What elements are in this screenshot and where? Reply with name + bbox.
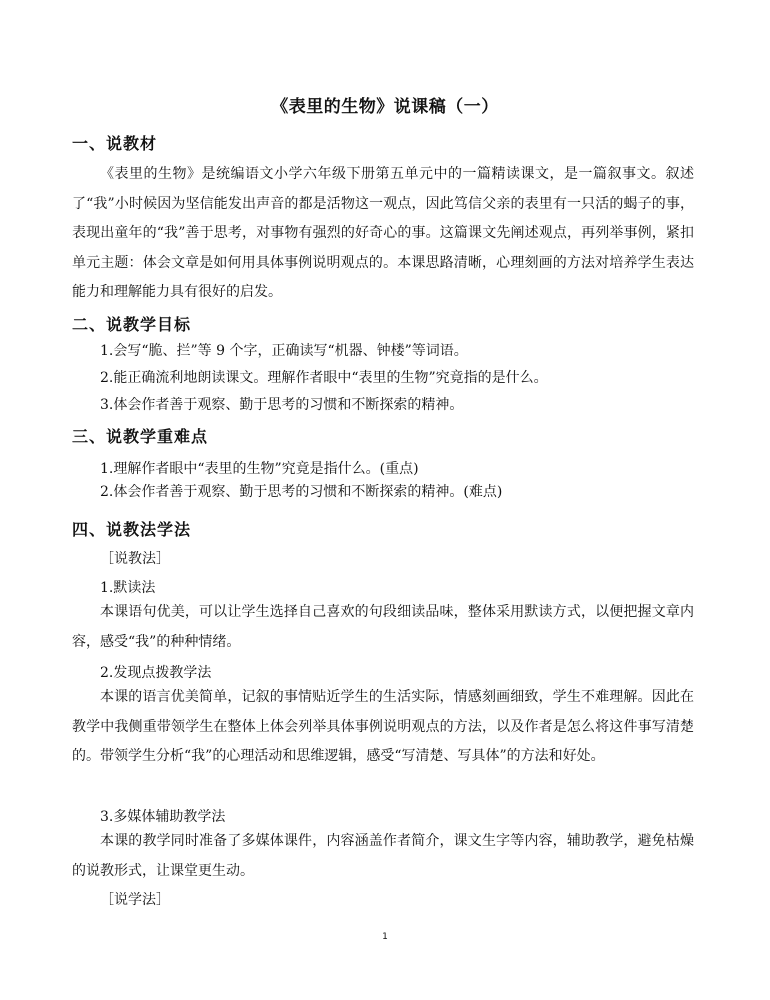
section-heading-goals: 二、说教学目标 (72, 315, 192, 334)
method-2-paragraph: 本课的语言优美简单，记叙的事情贴近学生的生活实际，情感刻画细致，学生不难理解。因此在教学中我侧重带领学生在整体上体会列举具体事例说明观点的方法，以及作者是怎么将这件事写清楚的。带领学生分析“我”的心理活动和思维逻辑，感受“写清楚、写具体”的方法和好处。 (72, 689, 694, 764)
page-number: 1 (382, 932, 388, 942)
section-heading-methods: 四、说教法学法 (72, 520, 192, 539)
goal-item-2: 2.能正确流利地朗读课文。理解作者眼中“表里的生物”究竟指的是什么。 (100, 370, 548, 386)
section-heading-textbook: 一、说教材 (72, 134, 158, 153)
section-heading-key-points: 三、说教学重难点 (72, 427, 209, 446)
goal-item-3: 3.体会作者善于观察、勤于思考的习惯和不断探索的精神。 (100, 397, 464, 413)
teaching-method-label: ［说教法］ (100, 551, 170, 567)
method-2-title: 2.发现点拨教学法 (100, 665, 212, 681)
method-3-title: 3.多媒体辅助教学法 (100, 809, 226, 825)
method-1-title: 1.默读法 (100, 580, 156, 596)
textbook-paragraph: 《表里的生物》是统编语文小学六年级下册第五单元中的一篇精读课文，是一篇叙事文。叙述了“我”小时候因为坚信能发出声音的都是活物这一观点，因此笃信父亲的表里有一只活的蝎子的事，表现出童年的“我”善于思考，对事物有强烈的好奇心的事。这篇课文先阐述观点，再列举事例，紧扣单元主题：体会文章是如何用具体事例说明观点的。本课思路清晰，心理刻画的方法对培养学生表达能力和理解能力具有很好的启发。 (72, 166, 694, 300)
key-point-item-1: 1.理解作者眼中“表里的生物”究竟是指什么。(重点) (100, 461, 419, 477)
method-3-paragraph: 本课的教学同时准备了多媒体课件，内容涵盖作者简介，课文生字等内容，辅助教学，避免枯燥的说教形式，让课堂更生动。 (72, 833, 694, 879)
method-1-paragraph: 本课语句优美，可以让学生选择自己喜欢的句段细读品味，整体采用默读方式，以便把握文章内容，感受“我”的种种情绪。 (72, 604, 694, 650)
learning-method-label: ［说学法］ (100, 892, 170, 908)
document-title: 《表里的生物》说课稿（一） (271, 97, 499, 117)
key-point-item-2: 2.体会作者善于观察、勤于思考的习惯和不断探索的精神。(难点) (100, 484, 503, 500)
goal-item-1: 1.会写“脆、拦”等 9 个字，正确读写“机器、钟楼”等词语。 (100, 343, 468, 359)
